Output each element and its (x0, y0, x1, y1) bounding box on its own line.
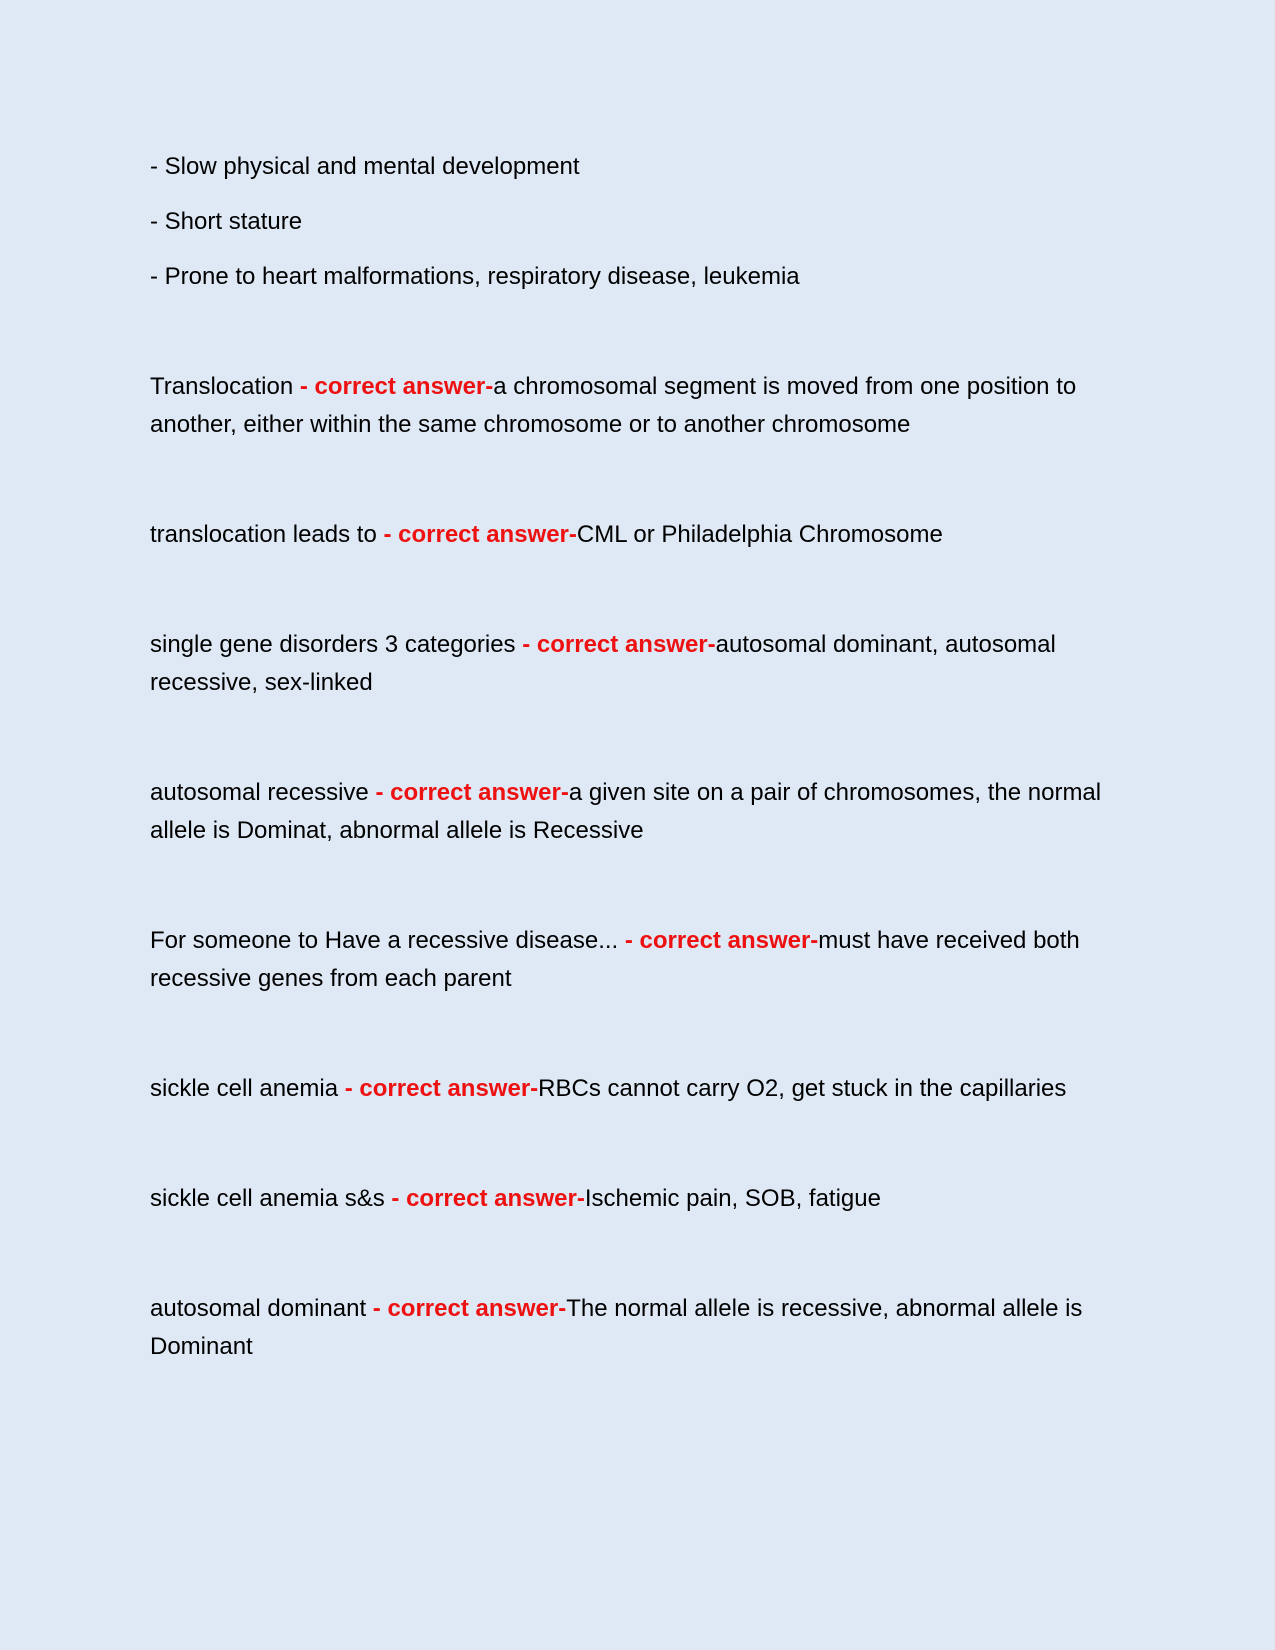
flashcard-item (150, 774, 1110, 850)
flashcard-item (150, 1290, 1110, 1366)
flashcard-item (150, 516, 1110, 554)
flashcard-answer: The normal allele is recessive, abnormal allele is Dominant (150, 1295, 1083, 1360)
correct-answer-marker: - correct answer- (624, 927, 819, 954)
correct-answer-marker: - correct answer- (522, 631, 716, 658)
correct-answer-marker: - correct answer- (344, 1075, 539, 1102)
flashcard-term: autosomal dominant (150, 1295, 373, 1322)
flashcard-term: single gene disorders 3 categories (150, 631, 523, 658)
correct-answer-marker: - correct answer- (383, 521, 577, 548)
symptom-item: - Slow physical and mental development (150, 153, 580, 180)
correct-answer-marker: - correct answer- (299, 373, 494, 400)
flashcard-list (150, 368, 1125, 1366)
flashcard-term: translocation leads to (150, 521, 384, 548)
flashcard-item (150, 626, 1110, 702)
flashcard-term: sickle cell anemia (150, 1075, 345, 1102)
flashcard-answer: Ischemic pain, SOB, fatigue (584, 1185, 881, 1212)
flashcard-item (150, 1180, 1110, 1218)
flashcard-item (150, 368, 1110, 444)
flashcard-term: sickle cell anemia s&s (150, 1185, 392, 1212)
flashcard-item (150, 922, 1110, 998)
flashcard-answer: must have received both recessive genes from each parent (150, 927, 1080, 992)
symptom-item: - Prone to heart malformations, respiratory disease, leukemia (150, 263, 800, 290)
flashcard-item (150, 1070, 1110, 1108)
correct-answer-marker: - correct answer- (375, 779, 569, 806)
flashcard-answer: a given site on a pair of chromosomes, the normal allele is Dominat, abnormal allele is Recessive (150, 779, 1102, 844)
correct-answer-marker: - correct answer- (372, 1295, 567, 1322)
flashcard-answer: a chromosomal segment is moved from one position to another, either within the same chromosome or to another chromosome (150, 373, 1077, 438)
flashcard-answer: CML or Philadelphia Chromosome (576, 521, 943, 548)
symptom-item: - Short stature (150, 208, 303, 235)
correct-answer-marker: - correct answer- (391, 1185, 585, 1212)
flashcard-answer: RBCs cannot carry O2, get stuck in the capillaries (538, 1075, 1067, 1102)
flashcard-term: autosomal recessive (150, 779, 376, 806)
flashcard-answer: autosomal dominant, autosomal recessive, sex-linked (150, 631, 1056, 696)
flashcard-term: For someone to Have a recessive disease... (150, 927, 625, 954)
flashcard-term: Translocation (150, 373, 300, 400)
symptom-list (150, 148, 1125, 296)
